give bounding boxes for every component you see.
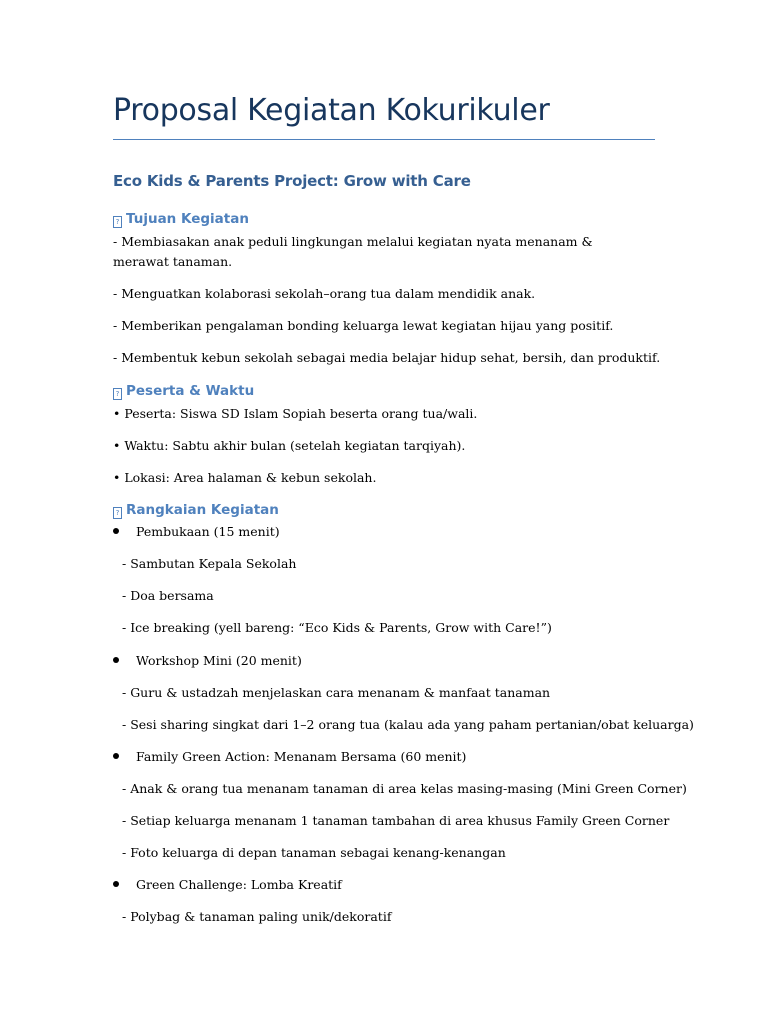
rangkaian-group-2: Workshop Mini (20 menit) <box>136 653 302 668</box>
rangkaian-3-sub-2: - Setiap keluarga menanam 1 tanaman tambahan di area khusus Family Green Corner <box>122 813 670 828</box>
peserta-item-2: • Waktu: Sabtu akhir bulan (setelah kegiatan tarqiyah). <box>113 438 466 453</box>
bullet-icon <box>113 657 119 663</box>
heading-peserta-waktu <box>113 383 254 400</box>
heading-label: Rangkaian Kegiatan <box>126 502 279 518</box>
rangkaian-1-sub-2: - Doa bersama <box>122 588 214 603</box>
tujuan-item-3: - Memberikan pengalaman bonding keluarga lewat kegiatan hijau yang positif. <box>113 318 614 333</box>
rangkaian-3-sub-1: - Anak & orang tua menanam tanaman di area kelas masing-masing (Mini Green Corner) <box>122 781 687 796</box>
rangkaian-1-sub-3: - Ice breaking (yell bareng: “Eco Kids & Parents, Grow with Care!”) <box>122 620 552 635</box>
rangkaian-3-sub-3: - Foto keluarga di depan tanaman sebagai kenang-kenangan <box>122 845 506 860</box>
bullet-icon <box>113 881 119 887</box>
tujuan-item-2: - Menguatkan kolaborasi sekolah–orang tua dalam mendidik anak. <box>113 286 536 301</box>
heading-label: Tujuan Kegiatan <box>126 211 249 227</box>
tujuan-item-4: - Membentuk kebun sekolah sebagai media belajar hidup sehat, bersih, dan produktif. <box>113 350 661 365</box>
rangkaian-2-sub-1: - Guru & ustadzah menjelaskan cara menanam & manfaat tanaman <box>122 685 551 700</box>
rangkaian-group-3: Family Green Action: Menanam Bersama (60 menit) <box>136 749 467 764</box>
rangkaian-1-sub-1: - Sambutan Kepala Sekolah <box>122 556 297 571</box>
rangkaian-group-1: Pembukaan (15 menit) <box>136 524 280 539</box>
document-subtitle: Eco Kids & Parents Project: Grow with Care <box>113 172 471 190</box>
rangkaian-2-sub-2: - Sesi sharing singkat dari 1–2 orang tua (kalau ada yang paham pertanian/obat keluarga) <box>122 717 694 732</box>
peserta-item-1: • Peserta: Siswa SD Islam Sopiah beserta orang tua/wali. <box>113 406 478 421</box>
document-title: Proposal Kegiatan Kokurikuler <box>113 93 550 128</box>
tujuan-item-1: - Membiasakan anak peduli lingkungan melalui kegiatan nyata menanam & merawat tanaman. <box>113 234 593 269</box>
heading-rangkaian-kegiatan <box>113 502 279 519</box>
heading-tujuan-kegiatan <box>113 211 249 228</box>
rangkaian-group-4: Green Challenge: Lomba Kreatif <box>136 877 342 892</box>
missing-glyph-icon: ? <box>113 507 122 519</box>
heading-label: Peserta & Waktu <box>126 383 255 399</box>
peserta-item-3: • Lokasi: Area halaman & kebun sekolah. <box>113 470 377 485</box>
bullet-icon <box>113 753 119 759</box>
bullet-icon <box>113 528 119 534</box>
title-divider <box>113 139 655 140</box>
rangkaian-4-sub-1: - Polybag & tanaman paling unik/dekoratif <box>122 909 392 924</box>
missing-glyph-icon: ? <box>113 216 122 228</box>
missing-glyph-icon: ? <box>113 388 122 400</box>
